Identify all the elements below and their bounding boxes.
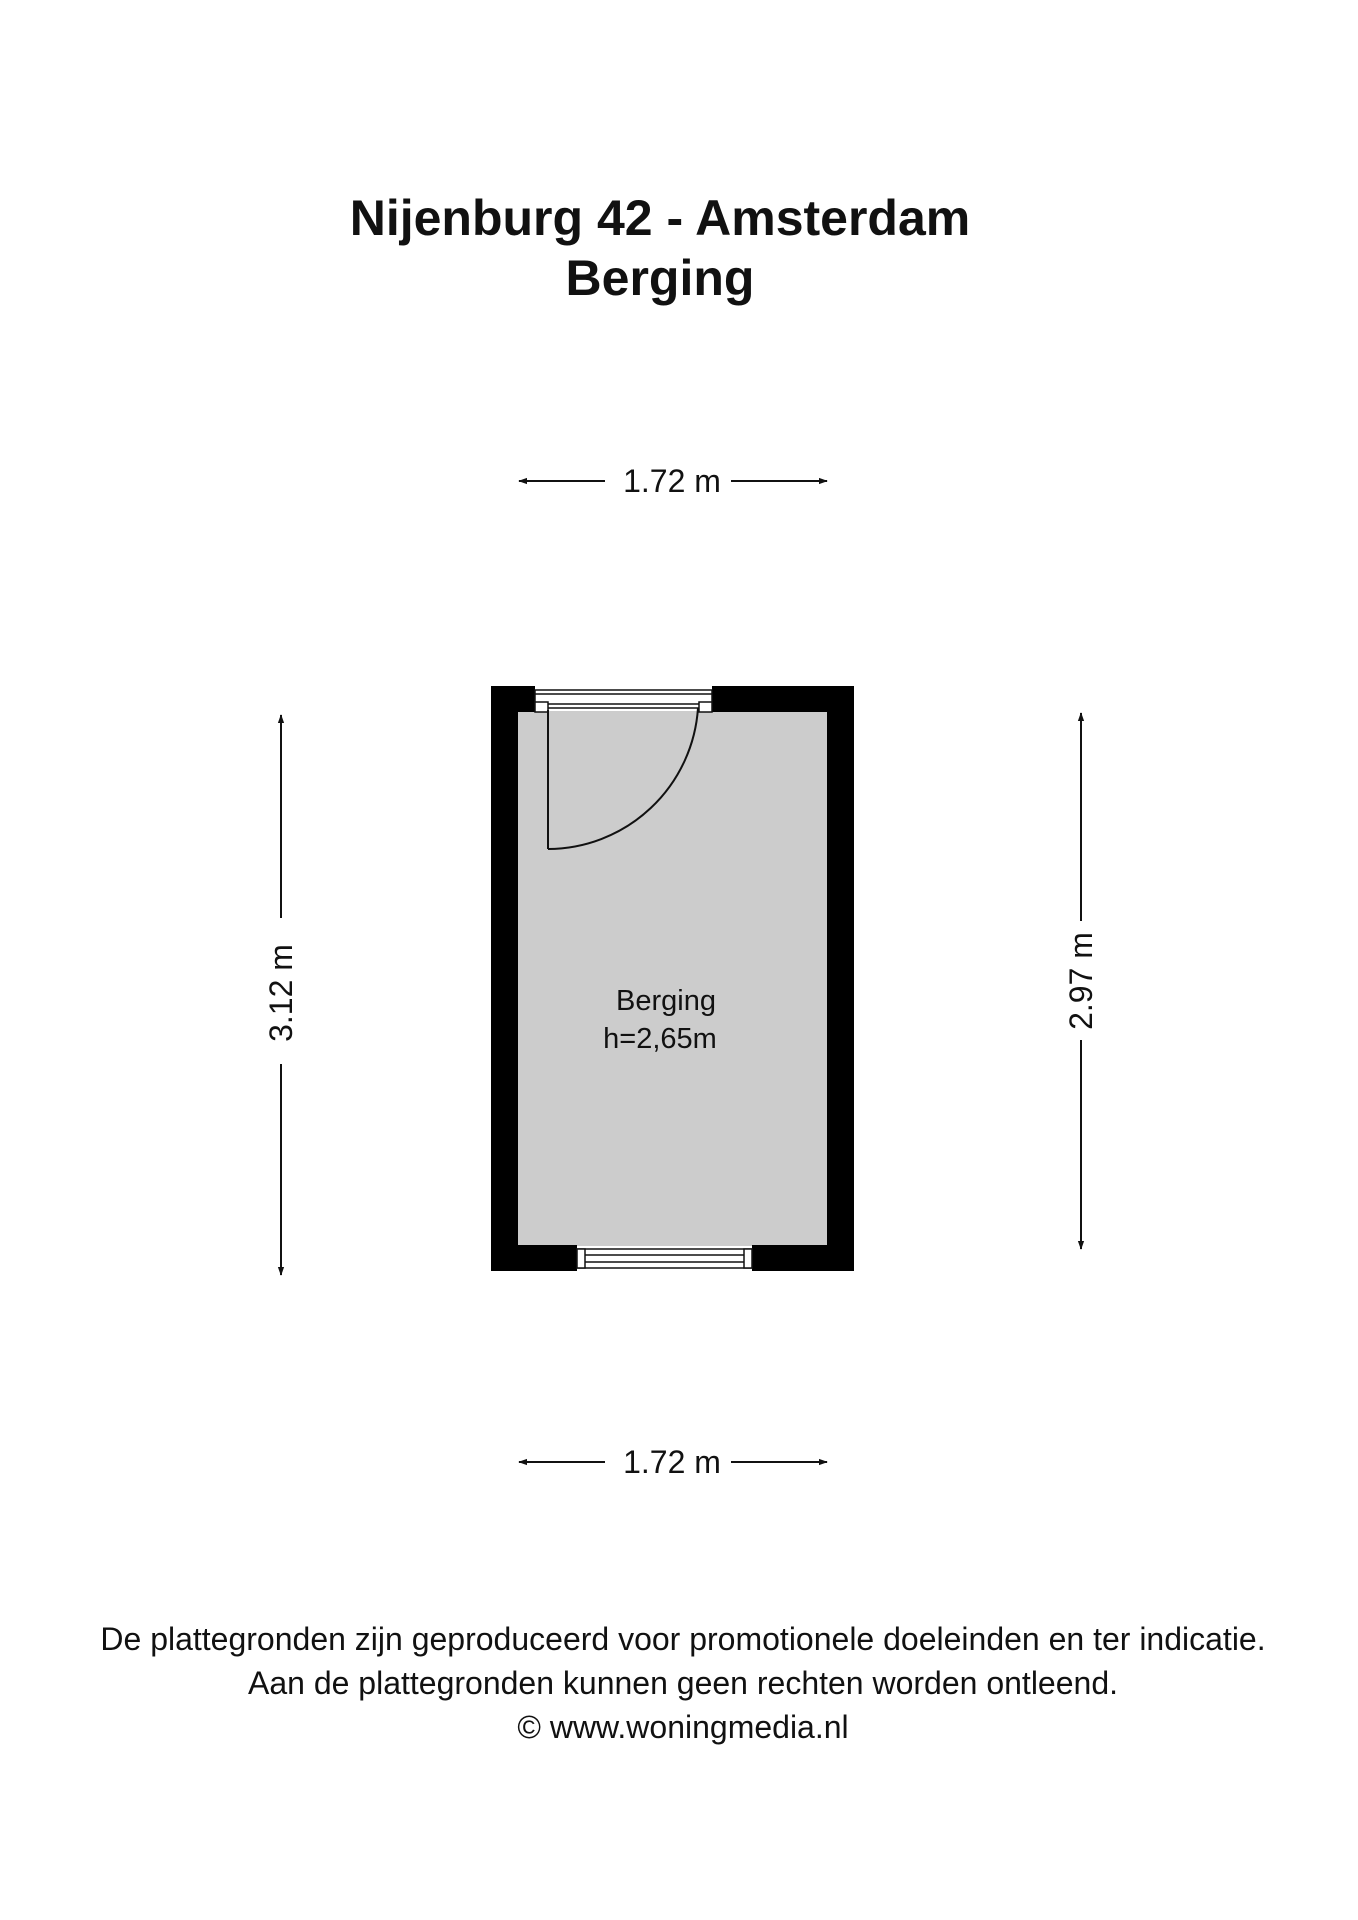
disclaimer-line-2: Aan de plattegronden kunnen geen rechten worden ontleend. <box>247 1665 1118 1701</box>
dimension-top <box>519 463 827 499</box>
room-name-label: Berging <box>616 985 716 1017</box>
door-frame-top <box>535 690 712 708</box>
wall-bottom-left <box>491 1245 577 1271</box>
door-jamb-right <box>699 702 712 712</box>
dimension-top-label: 1.72 m <box>623 463 721 499</box>
room-height-label: h=2,65m <box>603 1023 717 1055</box>
page-subtitle: Berging <box>565 250 755 306</box>
copyright-line: © www.woningmedia.nl <box>517 1709 849 1745</box>
dimension-right <box>1063 713 1099 1249</box>
dimension-bottom <box>519 1444 827 1480</box>
dimension-left <box>263 715 299 1275</box>
page-title: Nijenburg 42 - Amsterdam <box>349 190 971 246</box>
window-bottom <box>577 1249 752 1268</box>
dimension-left-label: 3.12 m <box>263 944 299 1042</box>
room-floor <box>517 711 828 1246</box>
wall-left <box>491 686 518 1271</box>
door-top <box>535 690 712 712</box>
wall-top-left <box>491 686 535 712</box>
dimension-right-label: 2.97 m <box>1063 932 1099 1030</box>
door-jamb-left <box>535 702 548 712</box>
wall-bottom-right <box>752 1245 854 1271</box>
wall-top-right <box>712 686 854 712</box>
wall-right <box>827 686 854 1271</box>
disclaimer-line-1: De plattegronden zijn geproduceerd voor promotionele doeleinden en ter indicatie. <box>100 1621 1266 1657</box>
dimension-bottom-label: 1.72 m <box>623 1444 721 1480</box>
